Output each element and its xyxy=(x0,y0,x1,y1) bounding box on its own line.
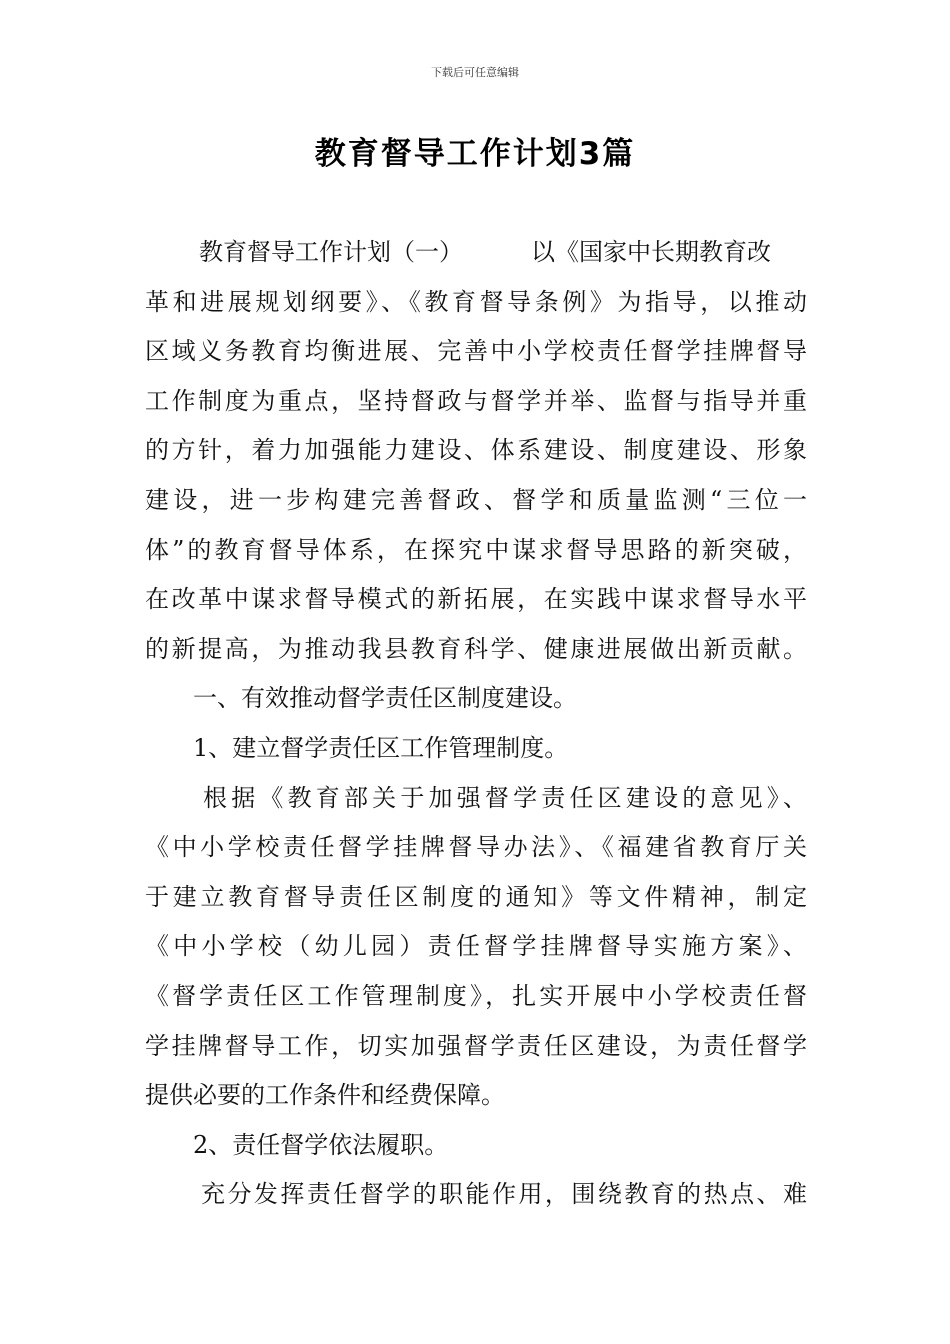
document-title: 教育督导工作计划3篇 xyxy=(314,136,636,172)
body-line: 在改革中谋求督导模式的新拓展，在实践中谋求督导水平 xyxy=(145,585,807,614)
header-note: 下载后可任意编辑 xyxy=(431,66,519,79)
body-line: 建设，进一步构建完善督政、督学和质量监测“三位一 xyxy=(145,485,807,514)
body-line: 工作制度为重点，坚持督政与督学并举、监督与指导并重 xyxy=(145,386,807,415)
body-line: 充分发挥责任督学的职能作用，围绕教育的热点、难 xyxy=(201,1180,807,1209)
body-line: 学挂牌督导工作，切实加强督学责任区建设，为责任督学 xyxy=(145,1031,807,1060)
section-heading: 一、有效推动督学责任区制度建设。 xyxy=(193,684,577,713)
body-line: 的新提高，为推动我县教育科学、健康进展做出新贡献。 xyxy=(145,634,807,663)
document-body xyxy=(145,228,807,1220)
subsection-heading: 2、责任督学依法履职。 xyxy=(193,1130,449,1159)
section-heading: 教育督导工作计划（一） xyxy=(199,238,463,266)
body-text: 以《国家中长期教育改 xyxy=(531,238,771,266)
body-line: 根据《教育部关于加强督学责任区建设的意见》、 xyxy=(203,783,807,812)
body-line: 《督学责任区工作管理制度》，扎实开展中小学校责任督 xyxy=(145,981,807,1010)
body-line: 于建立教育督导责任区制度的通知》等文件精神，制定 xyxy=(145,882,807,911)
body-line: 的方针，着力加强能力建设、体系建设、制度建设、形象 xyxy=(145,436,807,465)
body-line: 革和进展规划纲要》、《教育督导条例》为指导，以推动 xyxy=(145,287,807,316)
subsection-heading: 1、建立督学责任区工作管理制度。 xyxy=(193,733,569,762)
body-line: 体”的教育督导体系，在探究中谋求督导思路的新突破， xyxy=(145,535,807,564)
body-line: 提供必要的工作条件和经费保障。 xyxy=(145,1081,505,1110)
body-line xyxy=(145,228,807,278)
body-line: 区域义务教育均衡进展、完善中小学校责任督学挂牌督导 xyxy=(145,337,807,366)
body-line: 《中小学校责任督学挂牌督导办法》、《福建省教育厅关 xyxy=(145,833,807,862)
body-line: 《中小学校（幼儿园）责任督学挂牌督导实施方案》、 xyxy=(145,932,807,961)
